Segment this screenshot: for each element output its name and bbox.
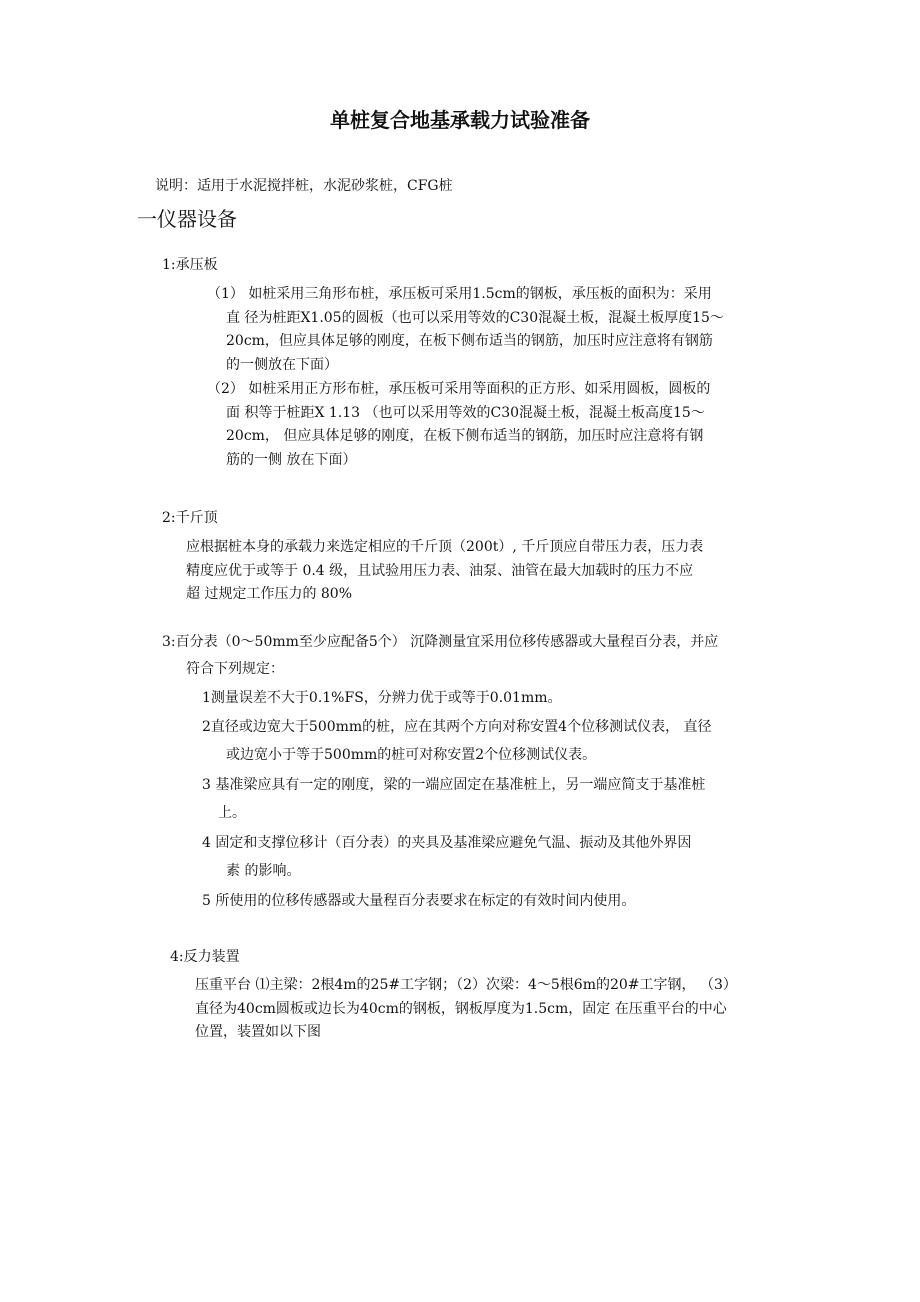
text-line: 筋的一侧 放在下面） xyxy=(226,451,357,468)
text-line: 20cm， 但应具体足够的刚度，在板下侧布适当的钢筋，加压时应注意将有钢 xyxy=(226,428,704,444)
section-4-paragraph xyxy=(195,974,737,1045)
section-2-label: 2:千斤顶 xyxy=(162,510,218,526)
page-title: 单桩复合地基承载力试验准备 xyxy=(330,108,590,132)
text-line: 直 径为桩距X1.05的圆板（也可以采用等效的C30混凝土板，混凝土板厚度15～ xyxy=(226,309,724,326)
rule-item-3-continued: 上。 xyxy=(218,805,246,821)
rule-item-5: 5 所使用的位移传感器或大量程百分表要求在标定的有效时间内使用。 xyxy=(202,893,636,909)
section-heading-equipment: 一仪器设备 xyxy=(137,207,237,231)
text-line: 位置，装置如以下图 xyxy=(195,1024,321,1040)
text-line: 压重平台 ⑴主梁：2根4m的25#工字钢；（2）次梁：4～5根6m的20#工字钢， （3） xyxy=(195,977,737,993)
section-1-label: 1:承压板 xyxy=(162,257,218,273)
rule-item-4-continued: 素 的影响。 xyxy=(226,863,301,879)
text-line: （1） 如桩采用三角形布桩，承压板可采用1.5cm的钢板，承压板的面积为：采用 xyxy=(207,286,712,302)
text-line: 应根据桩本身的承载力来选定相应的千斤顶（200t）, 千斤顶应自带压力表，压力表 xyxy=(186,539,704,555)
text-line: 精度应优于或等于 0.4 级，且试验用压力表、油泵、油管在最大加载时的压力不应 xyxy=(186,562,694,579)
text-line: 的一侧放在下面） xyxy=(226,356,338,373)
text-line: 超 过规定工作压力的 80% xyxy=(186,586,353,602)
rule-item-2: 2直径或边宽大于500mm的桩，应在其两个方向对称安置4个位移测试仪表， 直径 xyxy=(202,719,712,735)
text-line: 面 积等于桩距X 1.13 （也可以采用等效的C30混凝土板，混凝土板高度15～ xyxy=(226,404,705,421)
rule-item-2-continued: 或边宽小于等于500mm的桩可对称安置2个位移测试仪表。 xyxy=(226,747,597,763)
section-1-paragraph-2 xyxy=(207,378,710,472)
text-line: （2） 如桩采用正方形布桩，承压板可采用等面积的正方形、如采用圆板，圆板的 xyxy=(207,381,711,397)
rule-item-3: 3 基准梁应具有一定的刚度，梁的一端应固定在基准桩上，另一端应简支于基准桩 xyxy=(202,777,706,793)
rule-item-1: 1测量误差不大于0.1%FS，分辨力优于或等于0.01mm。 xyxy=(202,690,562,706)
section-3-label: 3:百分表（0～50mm至少应配备5个） 沉降测量宜采用位移传感器或大量程百分表，并应 xyxy=(162,634,719,650)
text-line: 直径为40cm圆板或边长为40cm的钢板，钢板厚度为1.5cm，固定 在压重平台的中心 xyxy=(195,1000,727,1017)
section-2-paragraph xyxy=(186,536,703,607)
rule-item-4: 4 固定和支撑位移计（百分表）的夹具及基准梁应避免气温、振动及其他外界因 xyxy=(202,835,692,851)
text-line: 20cm，但应具体足够的刚度，在板下侧布适当的钢筋，加压时应注意将有钢筋 xyxy=(226,333,713,349)
section-1-paragraph-1 xyxy=(207,283,724,377)
section-3-label-continued: 符合下列规定： xyxy=(186,661,284,677)
section-4-label: 4:反力装置 xyxy=(170,949,240,965)
description-note: 说明：适用于水泥搅拌桩，水泥砂浆桩，CFG桩 xyxy=(155,178,453,194)
